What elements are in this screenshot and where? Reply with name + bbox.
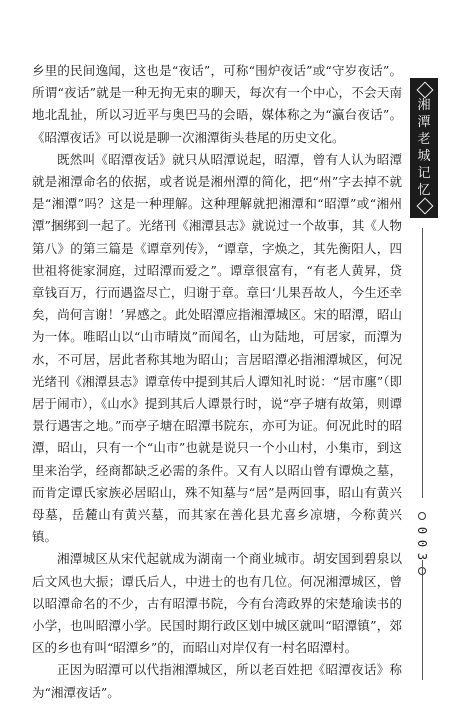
- page-number-digit: 3: [415, 552, 430, 561]
- book-title-vertical: [417, 97, 430, 199]
- page-number-digit: 0: [415, 539, 430, 548]
- diamond-ornament-icon: [417, 82, 434, 99]
- book-title-char: 老: [417, 132, 431, 147]
- page-edge-rule: [422, 228, 423, 498]
- main-text: [32, 60, 402, 704]
- page-edge-rule: [422, 560, 423, 680]
- paragraph-2: 既然叫《昭潭夜话》就只从昭潭说起，昭潭，曾有人认为昭潭就是湘潭命名的依据，或者说是湘州潭的简化，把“州”字去掉不就是“湘潭”吗？这是一种理解。这种理解就把湘潭和“昭潭”或“湘州潭”捆绑到一起了。光绪刊《湘潭县志》就说过一个故事，其《人物第八》的第三篇是《谭章列传》，“谭章，字焕之，其先衡阳人，四世祖将徙家洞庭，过昭潭而爱之”。谭章很富有，“有老人黄昇，贷章钱百万，行而遇盗尽亡，归谢于章。章曰‘儿果吾故人，今生还幸矣，尚何言谢！’昇感之。此处昭潭应指湘潭城区。宋的昭潭，昭山为一体。唯昭山以“山市晴岚”而闻名，山为陆地，可居家，而潭为水，不可居，居此者称其地为昭山；言居昭潭必指湘潭城区，何况光绪刊《湘潭县志》谭章传中提到其后人谭知礼时说：“居市廛”（即居于闹市），《山水》提到其后人谭景行时，说“亭子塘有故第，则谭景行遇害之地。”而亭子塘在昭潭书院东，亦可为证。何况此时的昭潭，昭山，只有一个“山市”也就是说只一个小山村，小集市，到这里来治学，经商都缺乏必需的条件。又有人以昭山曾有谭焕之墓，而肯定谭氏家族必居昭山，殊不知墓与“居”是两回事，昭山有黄兴母墓，岳麓山有黄兴墓，而其家在善化县尤喜乡凉塘，今称黄兴镇。: [32, 151, 402, 545]
- circle-ornament-icon: [418, 512, 426, 520]
- book-title-strip: [410, 78, 438, 218]
- page-number-digit: 0: [415, 526, 430, 535]
- book-title-char: 城: [417, 149, 431, 164]
- paragraph-1: 乡里的民间逸闻，这也是“夜话”，可称“围炉夜话”或“守岁夜话”。所谓“夜话”就是一种无拘无束的聊天，每次有一个中心，不会天南地北乱扯，所以习近平与奥巴马的会晤，媒体称之为“瀛台夜话”。《昭潭夜话》可以说是聊一次湘潭街头巷尾的历史文化。: [32, 63, 402, 145]
- book-title-char: 记: [417, 166, 431, 181]
- book-title-char: 潭: [417, 115, 431, 130]
- diamond-ornament-icon: [417, 198, 434, 215]
- paragraph-3: 湘潭城区从宋代起就成为湖南一个商业城市。胡安国到碧泉以后文风也大振；谭氏后人，中进士的也有几位。何况湘潭城区，曾以昭潭命名的不少，古有昭潭书院，今有台湾政界的宋楚瑜读书的小学，也叫昭潭小学。民国时期行政区划中城区就叫“昭潭镇”，郊区的乡也有叫“昭潭乡”的，而昭山对岸仅有一村名昭潭村。: [32, 551, 402, 656]
- book-title-char: 忆: [417, 183, 431, 198]
- paragraph-4: 正因为昭潭可以代指湘潭城区，所以老百姓把《昭潭夜话》称为“湘潭夜话”。: [32, 662, 402, 700]
- book-title-char: 湘: [417, 98, 431, 113]
